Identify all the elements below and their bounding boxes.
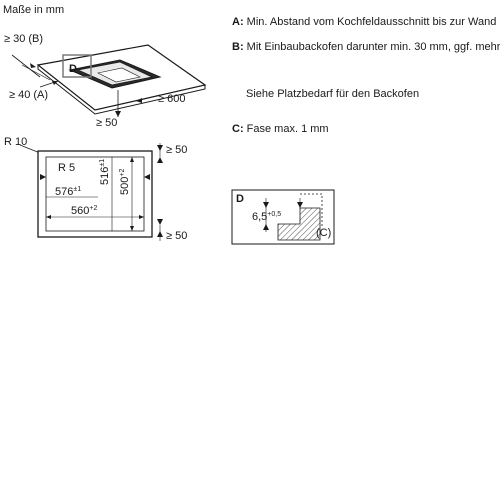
gap-bottom-arrow-up — [157, 231, 163, 237]
inner-radius-label: R 5 — [58, 162, 76, 174]
gap-top-label: ≥ 50 — [166, 144, 188, 156]
depth-outer-tolerance: ±1 — [99, 158, 106, 167]
gap-top-arrow-down — [157, 145, 163, 151]
page-title: Maße in mm — [3, 4, 65, 16]
legend-c-text: Fase max. 1 mm — [246, 123, 329, 135]
legend-c — [232, 123, 500, 135]
gap-top-arrow-up — [157, 157, 163, 163]
dim-b-label: ≥ 30 (B) — [4, 33, 44, 45]
width-outer-tolerance: ±1 — [73, 186, 82, 193]
legend-a — [232, 16, 500, 28]
legend-b-key: B: — [232, 41, 244, 53]
depth-inner-tolerance: +2 — [119, 168, 126, 177]
detail-d-drawing — [230, 188, 340, 248]
dim-side-label: ≥ 600 — [158, 93, 186, 105]
legend-a-key: A: — [232, 16, 244, 28]
width-inner-tolerance: +2 — [89, 205, 98, 212]
detail-value: 6,5 — [252, 211, 268, 223]
corner-radius-label: R 10 — [4, 136, 28, 148]
dim-b-arrow — [30, 63, 36, 68]
detail-label: D — [236, 193, 244, 205]
legend-c-key: C: — [232, 123, 244, 135]
gap-bottom-arrow-down — [157, 219, 163, 225]
gap-bottom-label: ≥ 50 — [166, 230, 188, 242]
depth-outer-value: 516 — [99, 166, 111, 185]
legend-note — [246, 88, 500, 100]
dim-front-label: ≥ 50 — [96, 117, 118, 129]
legend-b-text: Mit Einbaubackofen darunter min. 30 mm, ggf. mehr — [246, 41, 500, 53]
legend-note-text: Siehe Platzbedarf für den Backofen — [246, 88, 420, 100]
width-outer-value: 576 — [55, 186, 74, 198]
detail-tolerance: +0,5 — [267, 211, 282, 218]
cutout-drawing — [0, 133, 200, 243]
dim-b-line — [12, 55, 40, 77]
detail-chamfer-label: (C) — [316, 227, 332, 239]
detail-marker-label: D — [69, 63, 77, 75]
legend — [232, 16, 500, 136]
dim-a-label: ≥ 40 (A) — [9, 89, 49, 101]
depth-inner-value: 500 — [119, 176, 131, 195]
legend-a-text: Min. Abstand vom Kochfeldausschnitt bis zur Wand — [246, 16, 497, 28]
width-inner-value: 560 — [71, 205, 90, 217]
legend-b — [232, 41, 500, 53]
